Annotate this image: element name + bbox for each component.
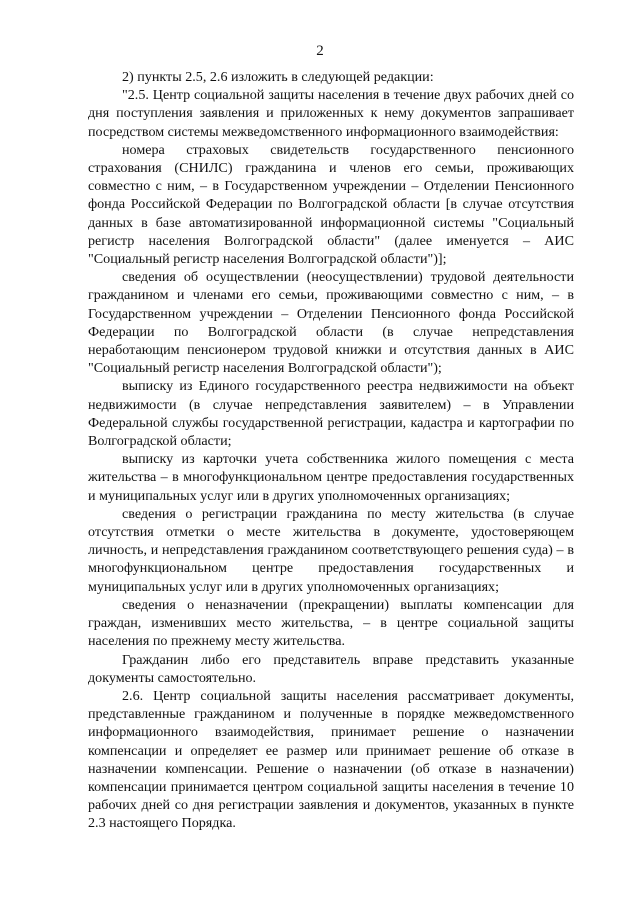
paragraph-2-6: 2.6. Центр социальной защиты населения рассматривает документы, представленные гражданином и полученные в порядке межведомственного информационного взаимодействия, принимает решение о назначении компенсации и определяет ее размер или принимает решение об отказе в назначении компенсации. Решение о назначении (об отказе в назначении) компенсации принимается центром социальной защиты населения в течение 10 рабочих дней со дня регистрации заявления и документов, указанных в пункте 2.3 настоящего Порядка. (88, 687, 574, 832)
paragraph-2-5-intro: "2.5. Центр социальной защиты населения в течение двух рабочих дней со дня поступления заявления и приложенных к нему документов запрашивает посредством системы межведомственного информационного взаимодействия: (88, 87, 574, 140)
document-body (88, 68, 574, 833)
page-number: 2 (316, 43, 324, 59)
paragraph-snils: номера страховых свидетельств государственного пенсионного страхования (СНИЛС) гражданина и членов его семьи, проживающих совместно с ним, – в Государственном учреждении – Отделении Пенсионного фонда Российской Федерации по Волгоградской области [в случае отсутствия данных в базе автоматизированной информационной системы "Социальный регистр населения Волгоградской области" (далее именуется – АИС "Социальный регистр населения Волгоградской области")]; (88, 141, 574, 268)
paragraph-real-estate: выписку из Единого государственного реестра недвижимости на объект недвижимости (в случае непредставления заявителем) – в Управлении Федеральной службы государственной регистрации, кадастра и картографии по Волгоградской области; (88, 378, 574, 450)
paragraph-employment: сведения об осуществлении (неосуществлении) трудовой деятельности гражданином и членами его семьи, проживающими совместно с ним, – в Государственном учреждении – Отделении Пенсионного фонда Российской Федерации по Волгоградской области (в случае непредставления неработающим пенсионером трудовой книжки и отсутствия данных в АИС "Социальный регистр населения Волгоградской области"); (88, 269, 574, 377)
paragraph-self-submission: Гражданин либо его представитель вправе представить указанные документы самостоятельно. (88, 651, 574, 686)
paragraph-compensation-info: сведения о неназначении (прекращении) выплаты компенсации для граждан, изменивших место жительства, – в центре социальной защиты населения по прежнему месту жительства. (88, 596, 574, 650)
paragraph-amendment-intro: 2) пункты 2.5, 2.6 изложить в следующей редакции: (122, 69, 434, 85)
paragraph-registration: сведения о регистрации гражданина по месту жительства (в случае отсутствия отметки о месте жительства в документе, удостоверяющем личность, и непредставления гражданином соответствующего решения суда) – в многофункциональном центре предоставления государственных и муниципальных услуг или в других уполномоченных организациях; (88, 505, 574, 595)
paragraph-owner-card: выписку из карточки учета собственника жилого помещения с места жительства – в многофункциональном центре предоставления государственных и муниципальных услуг или в других уполномоченных организациях; (88, 451, 574, 504)
